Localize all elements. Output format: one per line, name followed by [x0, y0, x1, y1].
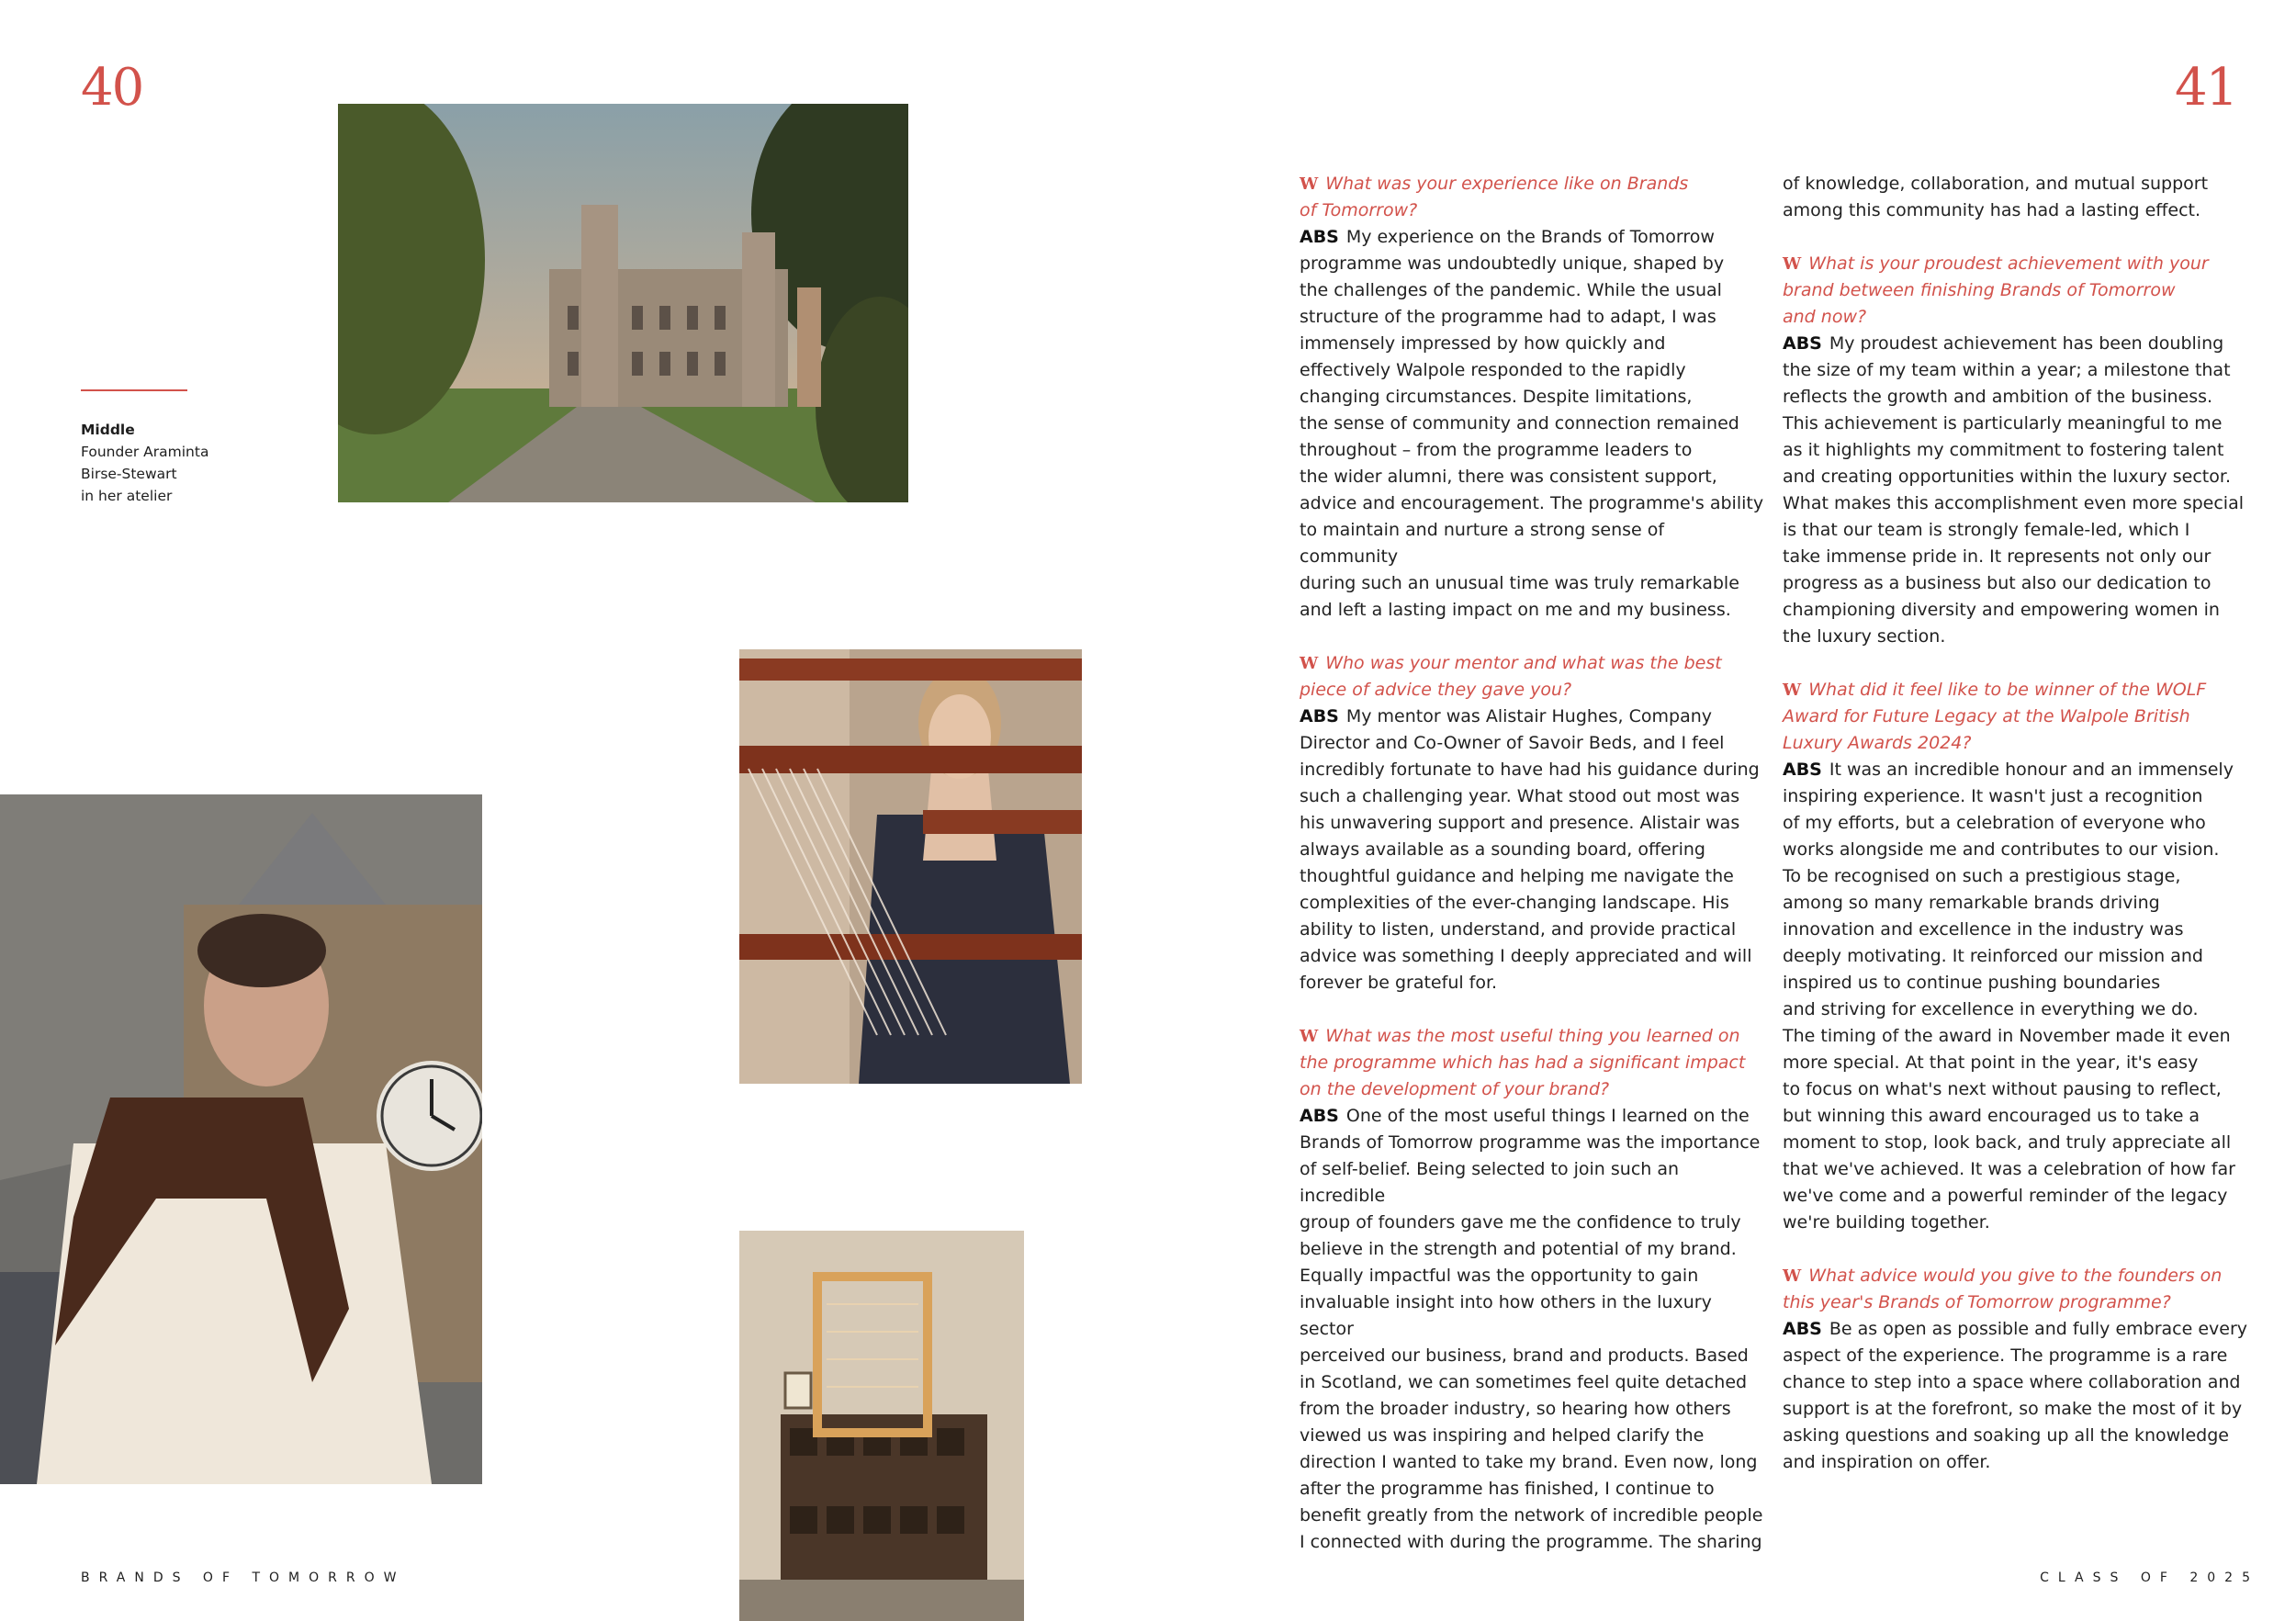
w-marker: W	[1783, 681, 1802, 700]
question	[1783, 251, 2251, 331]
w-marker: W	[1300, 174, 1319, 194]
answer-text: My experience on the Brands of Tomorrow programme was undoubtedly unique, shaped by the challenges of the pandemic. While the usual structure of the programme had to adapt, I was immensely impressed by how quickly and effectively Walpole responded to the rapidly changing circumstances. Despite limitations, the sense of community and connection remained throughout – from the programme leaders to the wider alumni, there was consistent support, advice and encouragement. The programme's ability to maintain and nurture a strong sense of community during such an unusual time was truly remarkable and left a lasting impact on me and my business.	[1300, 227, 1764, 620]
question-text: What is your proudest achievement with your brand between finishing Brands of Tomorrow and now?	[1783, 253, 2209, 327]
caption-line: in her atelier	[81, 488, 173, 504]
answer-text: One of the most useful things I learned on the Brands of Tomorrow programme was the importance of self-belief. Being selected to join such an incredible group of founders gave me the confidence to truly believe in the strength and potential of my brand. Equally impactful was the opportunity to gain invaluable insight into how others in the luxury sector perceived our business, brand and products. Based in Scotland, we can sometimes feel quite detached from the broader industry, so hearing how others viewed us was inspiring and helped clarify the direction I wanted to take my brand. Even now, long after the programme has finished, I continue to benefit greatly from the network of incredible people I connected with during the programme. The sharing	[1300, 1106, 1763, 1552]
question	[1300, 650, 1768, 704]
castle-photo	[338, 104, 908, 502]
abs-tag: ABS	[1783, 760, 1822, 780]
caption-rule	[81, 389, 187, 391]
answer-text: Be as open as possible and fully embrace every aspect of the experience. The programme is a rare chance to step into a space where collaboration and support is at the forefront, so make the most of it by asking questions and soaking up all the knowledge and inspiration on offer.	[1783, 1319, 2248, 1472]
right-page-number: 41	[2175, 58, 2237, 118]
w-marker: W	[1300, 654, 1319, 673]
answer	[1300, 1103, 1768, 1556]
qa-block	[1783, 677, 2251, 1236]
question-text: What was the most useful thing you learned on the programme which has had a significant impact on the development of your brand?	[1300, 1026, 1746, 1099]
question	[1300, 171, 1768, 224]
scarf-model-photo	[0, 794, 482, 1484]
question-text: What was your experience like on Brands of Tomorrow?	[1300, 174, 1689, 220]
qa-block	[1300, 171, 1768, 624]
caption-line: Founder Araminta	[81, 444, 209, 460]
loom-cabinet-photo	[739, 1231, 1024, 1621]
abs-tag: ABS	[1783, 333, 1822, 354]
castle-image	[338, 104, 908, 502]
answer-text: My proudest achievement has been doubling the size of my team within a year; a milestone that reflects the growth and ambition of the business. This achievement is particularly meaningful to me as it highlights my commitment to fostering talent and creating opportunities within the luxury sector. What makes this accomplishment even more special is that our team is strongly female-led, which I take immense pride in. It represents not only our progress as a business but also our dedication to championing diversity and empowering women in the luxury section.	[1783, 333, 2244, 647]
footer-right: CLASS OF 2025	[2040, 1570, 2259, 1585]
caption-label: Middle	[81, 422, 135, 438]
qa-block	[1300, 650, 1768, 996]
w-marker: W	[1783, 1266, 1802, 1286]
continued-answer: of knowledge, collaboration, and mutual support among this community has had a lasting effect.	[1783, 174, 2209, 220]
qa-block	[1783, 1263, 2251, 1476]
abs-tag: ABS	[1300, 1106, 1339, 1126]
w-marker: W	[1783, 254, 1802, 274]
answer	[1300, 704, 1768, 996]
photo-caption	[81, 419, 264, 507]
question-text: What did it feel like to be winner of the WOLF Award for Future Legacy at the Walpole British Luxury Awards 2024?	[1783, 680, 2207, 753]
question	[1783, 677, 2251, 757]
answer-text: It was an incredible honour and an immensely inspiring experience. It wasn't just a recognition of my efforts, but a celebration of everyone who works alongside me and contributes to our vision. To be recognised on such a prestigious stage, among so many remarkable brands driving innovation and excellence in the industry was deeply motivating. It reinforced our mission and inspired us to continue pushing boundaries and striving for excellence in everything we do. The timing of the award in November made it even more special. At that point in the year, it's easy to focus on what's next without pausing to reflect, but winning this award encouraged us to take a moment to stop, look back, and truly appreciate all that we've achieved. It was a celebration of how far we've come and a powerful reminder of the legacy we're building together.	[1783, 760, 2235, 1233]
answer	[1783, 331, 2251, 650]
scarf-model-image	[0, 794, 482, 1484]
weaver-image	[739, 649, 1082, 1084]
answer	[1783, 1316, 2251, 1476]
answer	[1300, 224, 1768, 624]
interview-column-2	[1783, 171, 2251, 1503]
abs-tag: ABS	[1783, 1319, 1822, 1339]
loom-cabinet-image	[739, 1231, 1024, 1621]
left-page-number: 40	[81, 58, 143, 118]
caption-line: Birse-Stewart	[81, 466, 177, 482]
abs-tag: ABS	[1300, 227, 1339, 247]
qa-block	[1300, 1023, 1768, 1556]
answer	[1783, 757, 2251, 1236]
answer-text: My mentor was Alistair Hughes, Company Director and Co-Owner of Savoir Beds, and I feel incredibly fortunate to have had his guidance during such a challenging year. What stood out most was his unwavering support and presence. Alistair was always available as a sounding board, offering thoughtful guidance and helping me navigate the complexities of the ever-changing landscape. His ability to listen, understand, and provide practical advice was something I deeply appreciated and will forever be grateful for.	[1300, 706, 1760, 993]
question	[1300, 1023, 1768, 1103]
weaver-photo	[739, 649, 1082, 1084]
question-text: What advice would you give to the founders on this year's Brands of Tomorrow programme?	[1783, 1266, 2223, 1312]
question-text: Who was your mentor and what was the best piece of advice they gave you?	[1300, 653, 1722, 700]
footer-left: BRANDS OF TOMORROW	[81, 1570, 406, 1585]
abs-tag: ABS	[1300, 706, 1339, 726]
qa-block	[1783, 251, 2251, 650]
interview-column-1	[1300, 171, 1768, 1582]
question	[1783, 1263, 2251, 1316]
w-marker: W	[1300, 1027, 1319, 1046]
